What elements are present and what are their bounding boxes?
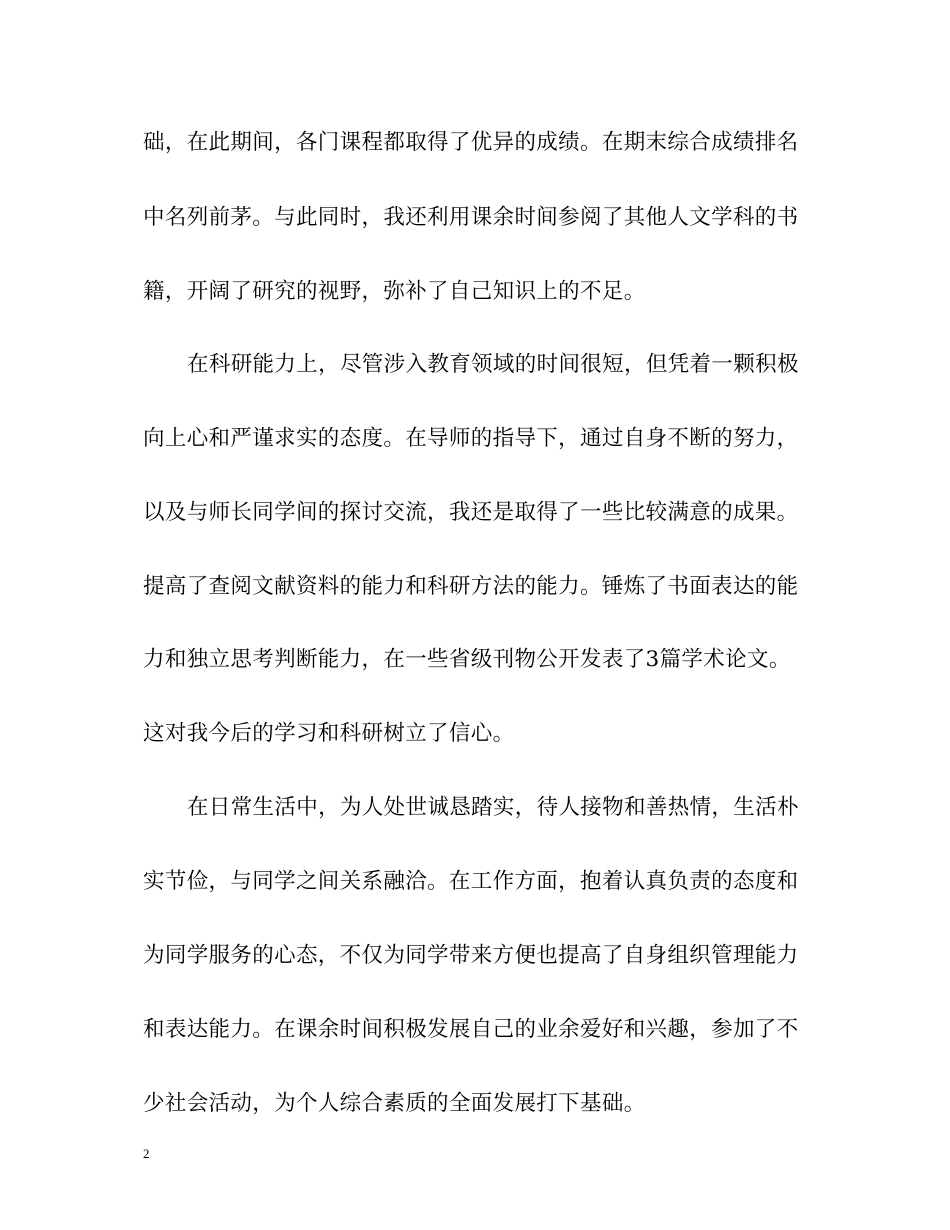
text-line: 中名列前茅。与此同时，我还利用课余时间参阅了其他人文学科的书 xyxy=(143,205,799,230)
text-line: 在科研能力上，尽管涉入教育领域的时间很短，但凭着一颗积极 xyxy=(187,352,799,377)
text-line: 力和独立思考判断能力，在一些省级刊物公开发表了3篇学术论文。 xyxy=(143,647,791,672)
text-line: 向上心和严谨求实的态度。在导师的指导下，通过自身不断的努力， xyxy=(143,426,799,451)
text-line: 在日常生活中，为人处世诚恳踏实，待人接物和善热情，生活朴 xyxy=(187,795,799,820)
text-line: 提高了查阅文献资料的能力和科研方法的能力。锤炼了书面表达的能 xyxy=(143,574,799,599)
page-number: 2 xyxy=(143,1146,150,1161)
text-line: 为同学服务的心态，不仅为同学带来方便也提高了自身组织管理能力 xyxy=(143,943,799,968)
text-line: 籍，开阔了研究的视野，弥补了自己知识上的不足。 xyxy=(143,279,646,304)
text-line: 这对我今后的学习和科研树立了信心。 xyxy=(143,721,515,746)
text-line: 础，在此期间，各门课程都取得了优异的成绩。在期末综合成绩排名 xyxy=(143,130,799,155)
text-line: 以及与师长同学间的探讨交流，我还是取得了一些比较满意的成果。 xyxy=(143,500,799,525)
text-line: 和表达能力。在课余时间积极发展自己的业余爱好和兴趣，参加了不 xyxy=(143,1017,799,1042)
text-line: 实节俭，与同学之间关系融洽。在工作方面，抱着认真负责的态度和 xyxy=(143,869,799,894)
text-line: 少社会活动，为个人综合素质的全面发展打下基础。 xyxy=(143,1091,646,1116)
